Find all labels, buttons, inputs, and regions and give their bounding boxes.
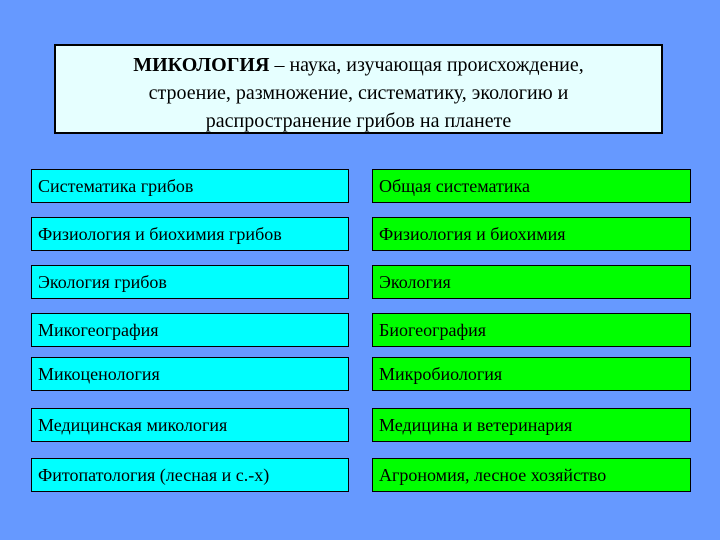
mycology-branch-box: Физиология и биохимия грибов <box>31 217 349 251</box>
definition-line-1-rest: – наука, изучающая происхождение, <box>269 54 584 76</box>
related-science-box: Общая систематика <box>372 169 691 203</box>
related-science-box: Агрономия, лесное хозяйство <box>372 458 691 492</box>
related-science-box: Физиология и биохимия <box>372 217 691 251</box>
definition-line-3: распространение грибов на планете <box>205 110 512 132</box>
definition-line-1 <box>56 51 661 79</box>
related-science-box: Микробиология <box>372 357 691 391</box>
definition-box <box>54 44 663 134</box>
definition-term: МИКОЛОГИЯ <box>133 54 270 76</box>
mycology-branch-box: Систематика грибов <box>31 169 349 203</box>
mycology-branch-box: Фитопатология (лесная и с.-х) <box>31 458 349 492</box>
mycology-branch-box: Микогеография <box>31 313 349 347</box>
mycology-branch-box: Медицинская микология <box>31 408 349 442</box>
mycology-branch-box: Микоценология <box>31 357 349 391</box>
related-science-box: Медицина и ветеринария <box>372 408 691 442</box>
related-science-box: Экология <box>372 265 691 299</box>
related-science-box: Биогеография <box>372 313 691 347</box>
definition-line-2: строение, размножение, систематику, экологию и <box>148 82 569 104</box>
mycology-branch-box: Экология грибов <box>31 265 349 299</box>
